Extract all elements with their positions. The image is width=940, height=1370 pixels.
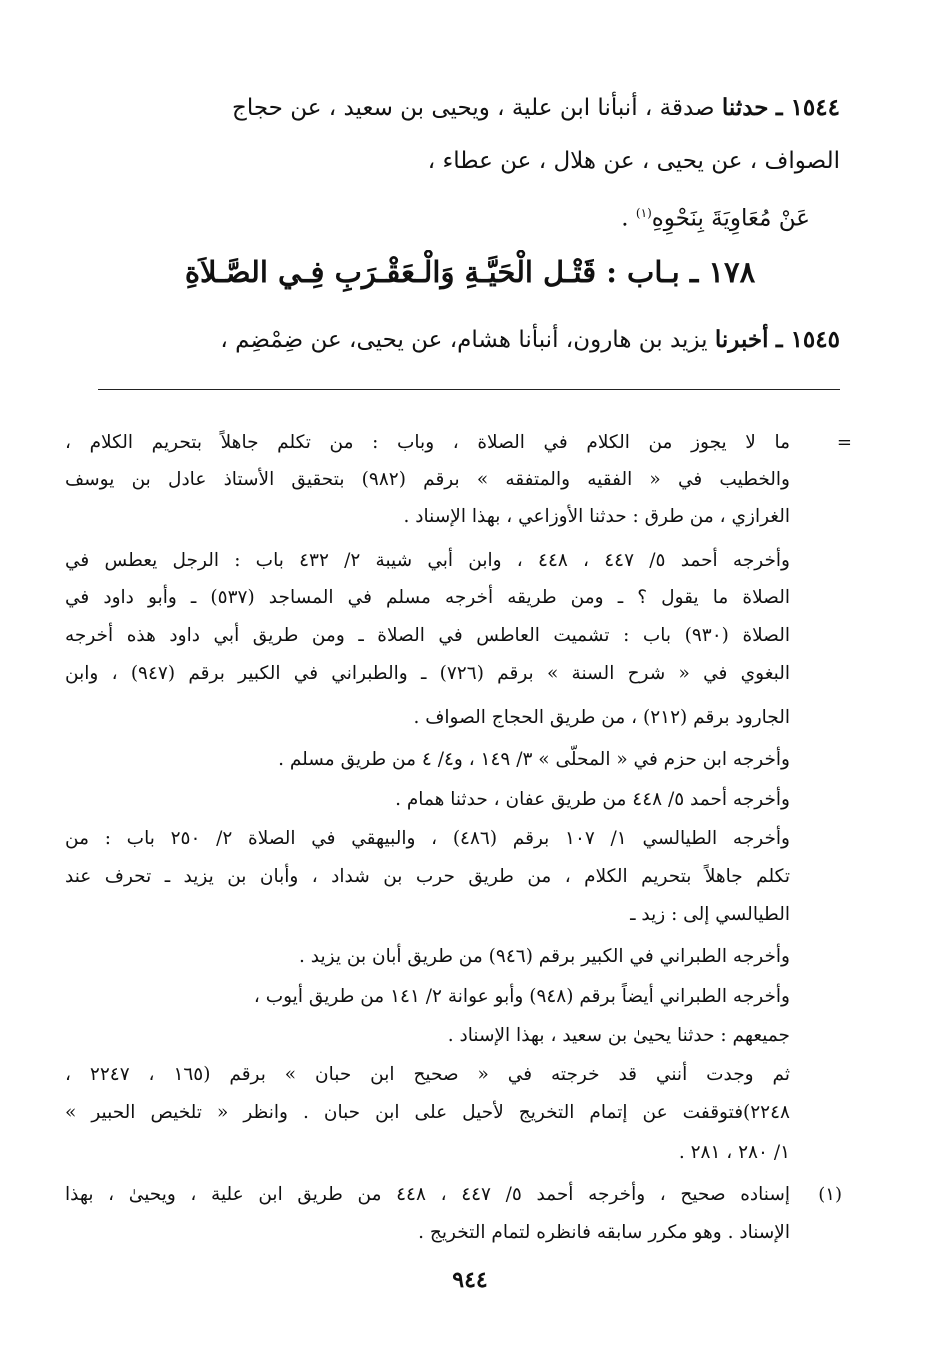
footnote-separator xyxy=(98,389,840,390)
footnote-line: ١/ ٢٨٠ ، ٢٨١ . xyxy=(678,1142,790,1163)
hadith-1544-line-3 xyxy=(40,195,810,237)
footnote-line: وأخرجه أحمد ٥/ ٤٤٧ ، ٤٤٨ ، وابن أبي شيبة ٢/ ٤٣٢ باب : الرجل يعطس في xyxy=(65,550,790,571)
hadith-text: صدقة ، أنبأنا ابن علية ، ويحيى بن سعيد ، عن حجاج xyxy=(231,95,715,121)
footnote-1-line: الإسناد . وهو مكرر سابقه فانظره لتمام التخريج . xyxy=(418,1222,790,1243)
footnote-reference: (١) xyxy=(635,206,652,220)
footnote-line: وأخرجه الطبراني في الكبير برقم (٩٤٦) من طريق أبان بن يزيد . xyxy=(299,946,790,967)
footnote-line: البغوي في « شرح السنة » برقم (٧٢٦) ـ والطبراني في الكبير برقم (٩٤٧) ، وابن xyxy=(65,663,790,684)
footnote-line: ثم وجدت أنني قد خرجته في « صحيح ابن حبان » برقم (١٦٥ ، ٢٢٤٧ ، xyxy=(65,1064,790,1085)
footnote-line: والخطيب في « الفقيه والمتفقه » برقم (٩٨٢) بتحقيق الأستاذ عادل بن يوسف xyxy=(65,469,790,490)
footnote-line: تكلم جاهلاً بتحريم الكلام ، من طريق حرب بن شداد ، وأبان بن يزيد ـ تحرف عند xyxy=(65,866,790,887)
footnote-line: جميعهم : حدثنا يحيىٰ بن سعيد ، بهذا الإسناد . xyxy=(447,1025,790,1046)
hadith-lead-word: أخبرنا xyxy=(714,326,769,353)
footnote-line: الجارود برقم (٢١٢) ، من طريق الحجاج الصواف . xyxy=(413,707,790,728)
footnote-line: وأخرجه الطيالسي ١/ ١٠٧ برقم (٤٨٦) ، والبيهقي في الصلاة ٢/ ٢٥٠ باب : من xyxy=(65,828,790,849)
hadith-lead-word: حدثنا xyxy=(721,94,769,121)
page-number: ٩٤٤ xyxy=(452,1267,488,1293)
footnote-line: وأخرجه ابن حزم في « المحلّى » ٣/ ١٤٩ ، و٤/ ٤ من طريق مسلم . xyxy=(278,749,790,770)
hadith-1544-line-2: الصواف ، عن يحيى ، عن هلال ، عن عطاء ، xyxy=(427,148,840,174)
footnote-line: الغرازي ، من طرق : حدثنا الأوزاعي ، بهذا الإسناد . xyxy=(403,506,790,527)
footnote-line: ٢٢٤٨)فتوقفت عن إتمام التخريج لأحيل على ابن حبان . وانظر « تلخيص الحبير » xyxy=(65,1102,790,1123)
footnote-line: وأخرجه أحمد ٥/ ٤٤٨ من طريق عفان ، حدثنا همام . xyxy=(395,789,790,810)
footnote-line: الصلاة (٩٣٠) باب : تشميت العاطس في الصلاة ـ ومن طريق أبي داود هذه أخرجه xyxy=(65,625,790,646)
footnote-line: الطيالسي إلى : زيد ـ xyxy=(630,904,790,925)
footnote-1-marker: (١) xyxy=(818,1184,842,1205)
footnote-1-line: إسناده صحيح ، وأخرجه أحمد ٥/ ٤٤٧ ، ٤٤٨ من طريق ابن علية ، ويحيىٰ ، بهذا xyxy=(65,1184,790,1205)
hadith-text-end: . xyxy=(621,205,636,232)
footnote-line: الصلاة ما يقول ؟ ـ ومن طريقه أخرجه مسلم في المساجد (٥٣٧) ـ وأبو داود في xyxy=(65,587,790,608)
chapter-heading: ١٧٨ ـ بـاب : قَتْـل الْحَيَّـةِ وَالْـعَقْـرَبِ فِـي الصَّـلاَةِ xyxy=(184,255,756,289)
footnote-line: وأخرجه الطبراني أيضاً برقم (٩٤٨) وأبو عوانة ٢/ ١٤١ من طريق أيوب ، xyxy=(253,986,790,1007)
footnote-line: ما لا يجوز من الكلام في الصلاة ، وباب : من تكلم جاهلاً بتحريم الكلام ، xyxy=(65,432,790,453)
hadith-1544-line-1 xyxy=(70,90,840,126)
continuation-marker: = xyxy=(836,432,852,453)
hadith-text: عَنْ مُعَاوِيَةَ بِنَحْوِهِ xyxy=(651,205,810,232)
hadith-text: يزيد بن هارون، أنبأنا هشام، عن يحيى، عن ضِمْضِم ، xyxy=(220,327,708,353)
hadith-number: ١٥٤٥ ـ xyxy=(775,326,840,353)
hadith-number: ١٥٤٤ ـ xyxy=(775,94,840,121)
hadith-1545-line-1 xyxy=(70,322,840,358)
